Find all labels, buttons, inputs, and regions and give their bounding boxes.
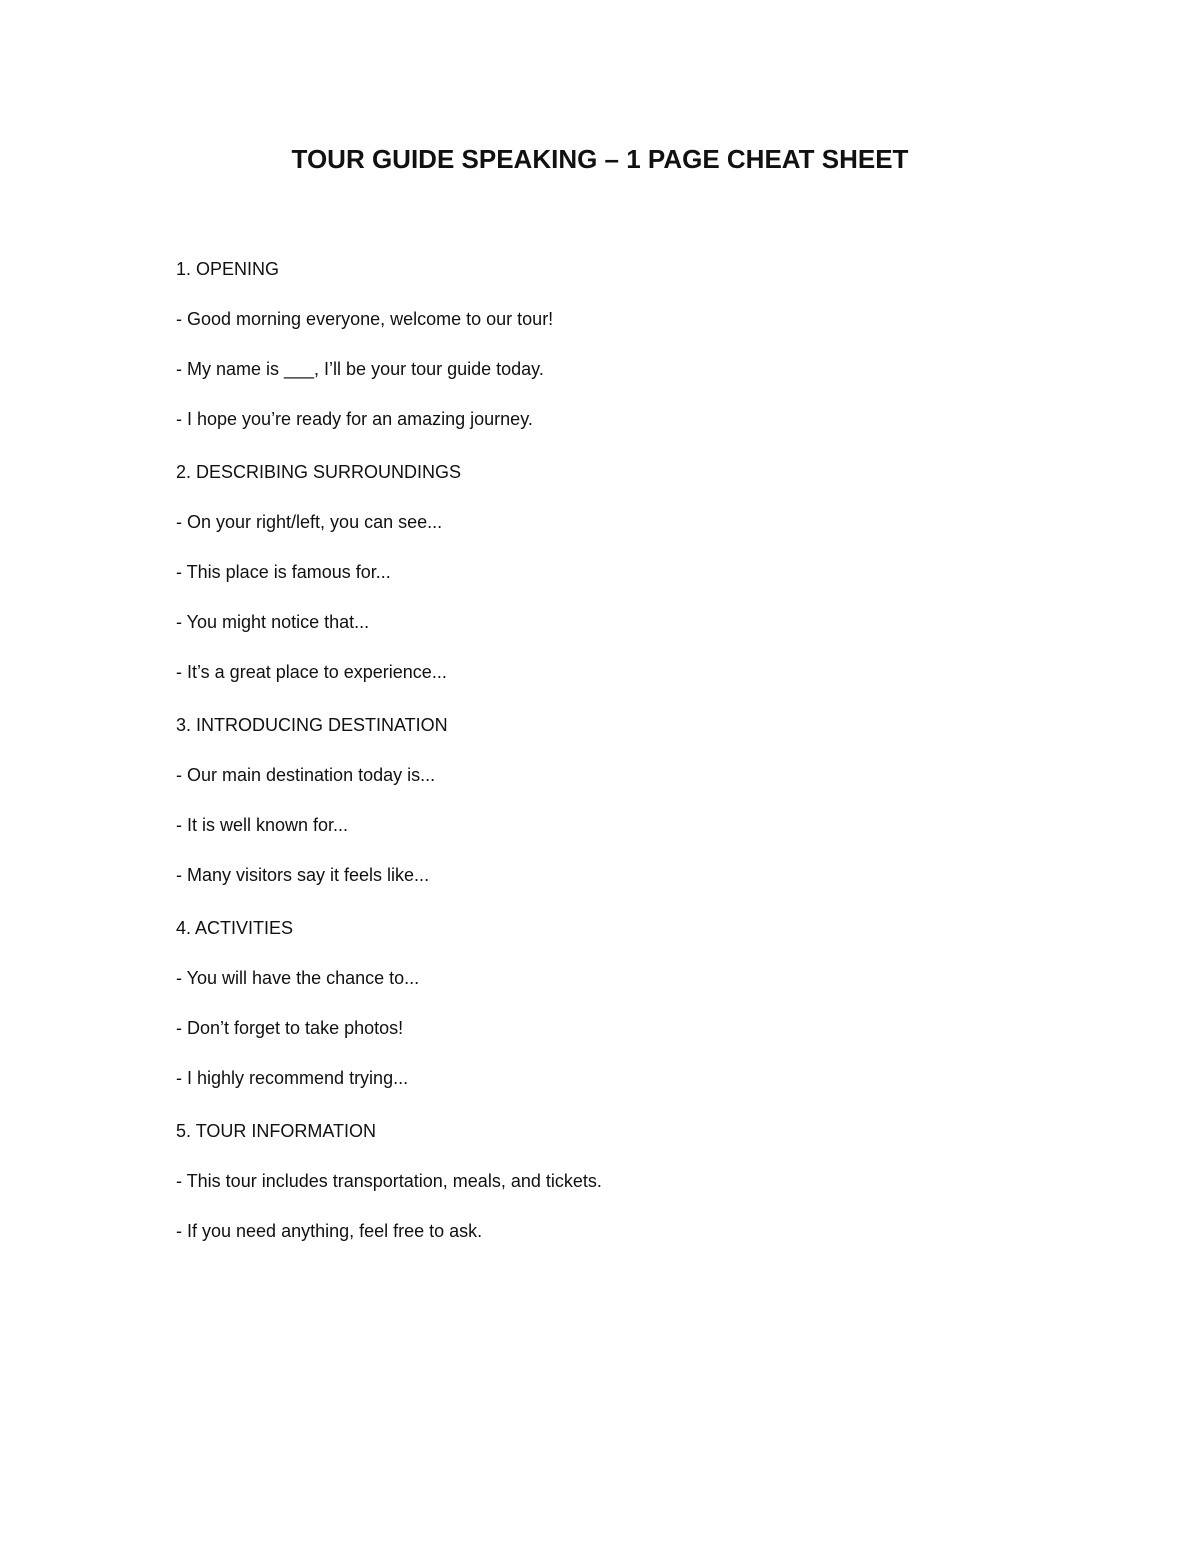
- list-item: - This tour includes transportation, meals, and tickets.: [176, 1171, 602, 1191]
- list-item: - I hope you’re ready for an amazing journey.: [176, 409, 533, 429]
- list-item: - Our main destination today is...: [176, 765, 436, 785]
- list-item: - Don’t forget to take photos!: [176, 1018, 404, 1038]
- document-body: [176, 257, 1076, 1272]
- section-tour-information: [176, 1119, 1076, 1243]
- list-item: - I highly recommend trying...: [176, 1068, 409, 1088]
- section-heading: 2. DESCRIBING SURROUNDINGS: [176, 462, 462, 482]
- section-describing-surroundings: [176, 460, 1076, 684]
- list-item: - On your right/left, you can see...: [176, 512, 443, 532]
- list-item: - My name is ___, I’ll be your tour guide today.: [176, 359, 544, 379]
- section-opening: [176, 257, 1076, 431]
- section-heading: 4. ACTIVITIES: [176, 918, 294, 938]
- section-heading: 3. INTRODUCING DESTINATION: [176, 715, 448, 735]
- page-title: TOUR GUIDE SPEAKING – 1 PAGE CHEAT SHEET: [291, 144, 909, 174]
- list-item: - Many visitors say it feels like...: [176, 865, 430, 885]
- section-heading: 5. TOUR INFORMATION: [176, 1121, 377, 1141]
- list-item: - Good morning everyone, welcome to our tour!: [176, 309, 554, 329]
- list-item: - This place is famous for...: [176, 562, 391, 582]
- list-item: - You will have the chance to...: [176, 968, 420, 988]
- list-item: - It’s a great place to experience...: [176, 662, 447, 682]
- section-introducing-destination: [176, 713, 1076, 887]
- section-activities: [176, 916, 1076, 1090]
- section-heading: 1. OPENING: [176, 259, 280, 279]
- list-item: - You might notice that...: [176, 612, 370, 632]
- list-item: - If you need anything, feel free to ask.: [176, 1221, 483, 1241]
- list-item: - It is well known for...: [176, 815, 349, 835]
